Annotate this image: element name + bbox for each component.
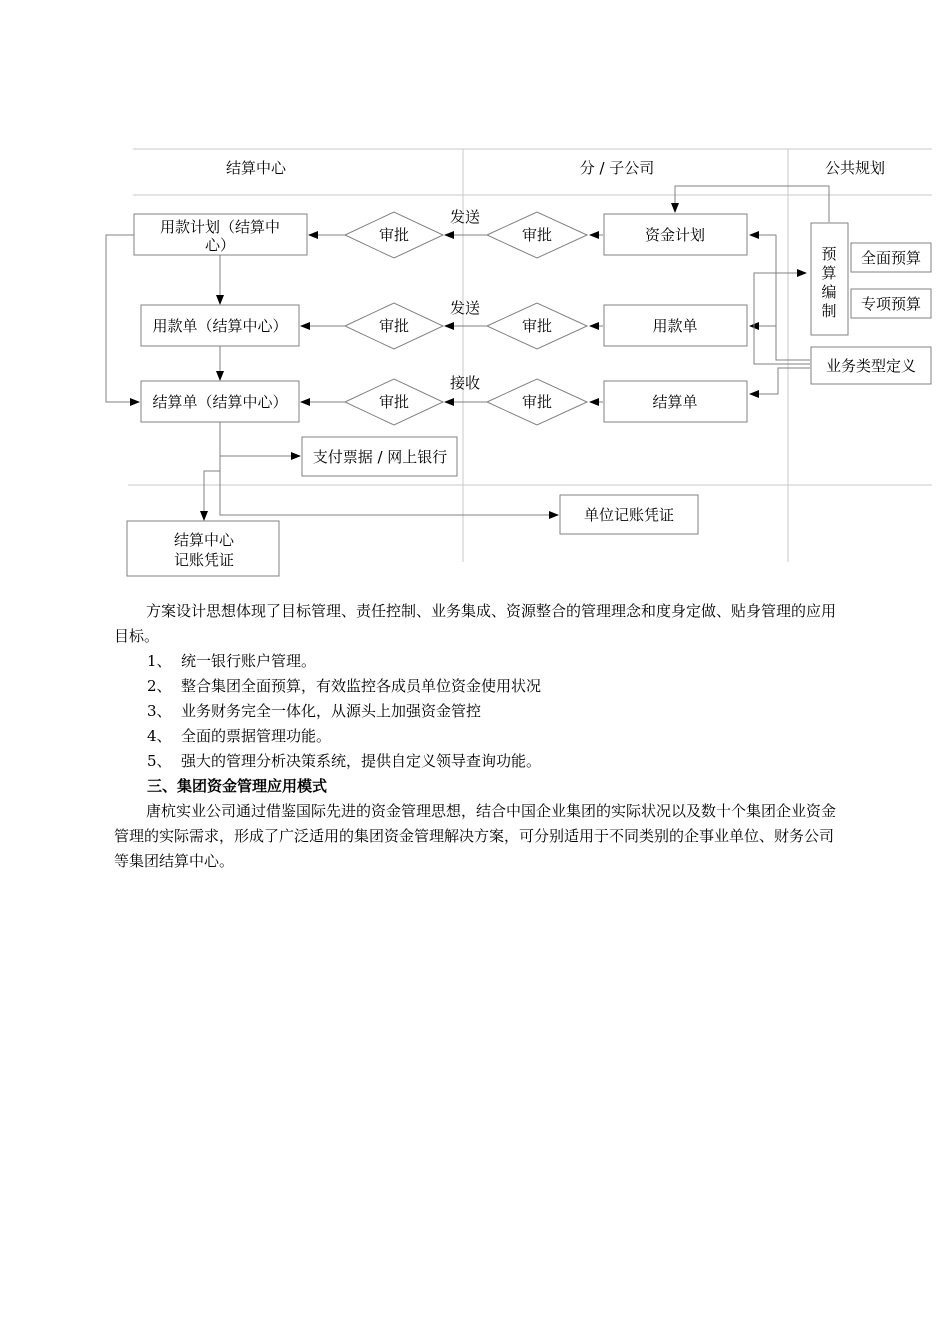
goal-list — [114, 649, 842, 774]
approve-label: 审批 — [521, 393, 553, 411]
intro-paragraph: 方案设计思想体现了目标管理、责任控制、业务集成、资源整合的管理理念和度身定做、贴身管理的应用目标。 — [114, 602, 837, 645]
special-budget-label: 专项预算 — [860, 295, 922, 313]
list-text: 整合集团全面预算，有效监控各成员单位资金使用状况 — [181, 677, 542, 695]
section-heading: 三、集团资金管理应用模式 — [147, 777, 328, 795]
budget-compilation-char: 制 — [821, 302, 837, 320]
approve-label: 审批 — [521, 226, 553, 244]
lane-header-settlement-center: 结算中心 — [225, 159, 287, 177]
list-number: 5、 — [147, 752, 172, 770]
payment-plan-label-line2: 心） — [204, 236, 236, 254]
fund-plan-label: 资金计划 — [644, 226, 706, 244]
list-item — [114, 649, 842, 674]
document-body — [114, 599, 842, 874]
list-number: 2、 — [147, 677, 172, 695]
payment-plan-label-line1: 用款计划（结算中 — [159, 218, 281, 236]
unit-voucher-label: 单位记账凭证 — [583, 506, 675, 524]
list-item — [114, 724, 842, 749]
lane-header-subsidiary: 分 / 子公司 — [579, 159, 655, 177]
full-budget-label: 全面预算 — [860, 249, 922, 267]
center-voucher-label-line1: 结算中心 — [173, 531, 235, 549]
edge-label-send-1: 发送 — [449, 208, 481, 226]
edge-label-receive: 接收 — [449, 374, 481, 392]
sub-payment-order-label: 用款单 — [652, 317, 698, 335]
sub-settlement-order-label: 结算单 — [652, 393, 698, 411]
edge-label-send-2: 发送 — [449, 299, 481, 317]
settlement-order-label: 结算单（结算中心） — [152, 393, 288, 411]
list-text: 业务财务完全一体化，从源头上加强资金管控 — [181, 702, 482, 720]
list-item — [114, 749, 842, 774]
fund-flow-diagram — [0, 0, 950, 600]
center-voucher-label-line2: 记账凭证 — [173, 551, 235, 569]
budget-compilation-char: 编 — [821, 283, 837, 301]
payment-order-label: 用款单（结算中心） — [152, 317, 288, 335]
approve-label: 审批 — [521, 317, 553, 335]
list-text: 统一银行账户管理。 — [181, 652, 317, 670]
list-number: 4、 — [147, 727, 172, 745]
list-text: 全面的票据管理功能。 — [181, 727, 332, 745]
list-item — [114, 699, 842, 724]
business-type-label: 业务类型定义 — [825, 357, 917, 375]
approve-label: 审批 — [378, 393, 410, 411]
budget-compilation-char: 算 — [821, 264, 837, 282]
budget-compilation-char: 预 — [821, 245, 837, 263]
list-text: 强大的管理分析决策系统，提供自定义领导查询功能。 — [181, 752, 542, 770]
list-number: 1、 — [147, 652, 172, 670]
lane-header-public-planning: 公共规划 — [824, 159, 886, 177]
approve-label: 审批 — [378, 226, 410, 244]
approve-label: 审批 — [378, 317, 410, 335]
list-item — [114, 674, 842, 699]
mode-paragraph: 唐杭实业公司通过借鉴国际先进的资金管理思想，结合中国企业集团的实际状况以及数十个集团企业资金管理的实际需求，形成了广泛适用的集团资金管理解决方案，可分别适用于不同类别的企事业单位、财务公司等集团结算中心。 — [114, 802, 837, 870]
list-number: 3、 — [147, 702, 172, 720]
payment-bank-label: 支付票据 / 网上银行 — [312, 448, 448, 466]
